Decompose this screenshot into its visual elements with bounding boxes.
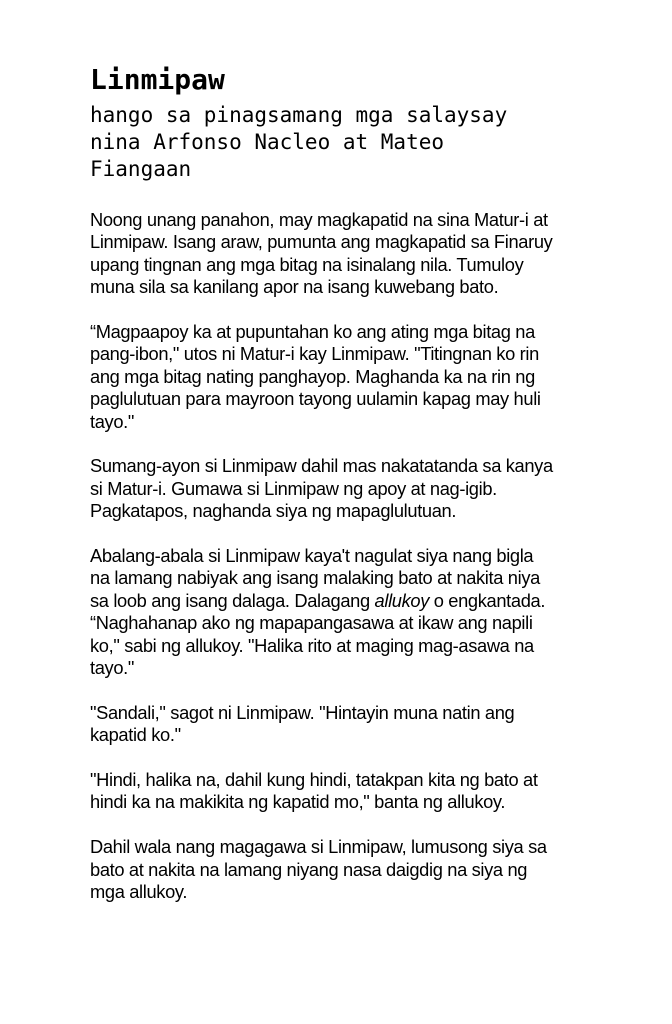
text-line: tayo.": [90, 410, 135, 432]
text-line: Dahil wala nang magagawa si Linmipaw, lumusong siya sa: [90, 836, 547, 858]
text-line: ko," sabi ng allukoy. "Halika rito at maging mag-asawa na: [90, 634, 534, 656]
subtitle-line: Fiangaan: [90, 157, 192, 181]
text-line: o engkantada.: [429, 589, 546, 611]
text-line: ang mga bitag nating panghayop. Maghanda ka na rin ng: [90, 365, 535, 387]
text-line: paglulutuan para mayroon tayong uulamin kapag may huli: [90, 388, 541, 410]
paragraph-4: [90, 545, 630, 679]
text-line: muna sila sa kanilang apor na isang kuwebang bato.: [90, 276, 499, 298]
paragraph-7: [90, 836, 630, 903]
text-line: pang-ibon," utos ni Matur-i kay Linmipaw. "Titingnan ko rin: [90, 343, 539, 365]
text-line: tayo.": [90, 657, 135, 679]
text-line: kapatid ko.": [90, 724, 181, 746]
paragraph-3: [90, 455, 630, 522]
emphasis-term: allukoy: [374, 589, 430, 611]
text-line: si Matur-i. Gumawa si Linmipaw ng apoy at nag-igib.: [90, 477, 497, 499]
paragraph-6: [90, 769, 630, 814]
paragraph-1: [90, 209, 630, 299]
text-line: "Sandali," sagot ni Linmipaw. "Hintayin muna natin ang: [90, 701, 515, 723]
text-line: Sumang-ayon si Linmipaw dahil mas nakatatanda sa kanya: [90, 455, 553, 477]
story-body: [90, 209, 630, 904]
text-line: na lamang nabiyak ang isang malaking bato at nakita niya: [90, 567, 540, 589]
paragraph-2: [90, 321, 630, 433]
text-line: "Hindi, halika na, dahil kung hindi, tatakpan kita ng bato at: [90, 769, 538, 791]
text-line: Pagkatapos, naghanda siya ng mapaglulutuan.: [90, 500, 457, 522]
text-line: Linmipaw. Isang araw, pumunta ang magkapatid sa Finaruy: [90, 231, 553, 253]
text-line: sa loob ang isang dalaga. Dalagang: [90, 589, 375, 611]
text-line: hindi ka na makikita ng kapatid mo," banta ng allukoy.: [90, 791, 506, 813]
text-line: “Naghahanap ako ng mapapangasawa at ikaw ang napili: [90, 612, 533, 634]
story-subtitle: [90, 102, 590, 183]
story-title: Linmipaw: [90, 63, 225, 96]
text-line: Noong unang panahon, may magkapatid na sina Matur-i at: [90, 209, 548, 230]
subtitle-line: nina Arfonso Nacleo at Mateo: [90, 130, 445, 154]
text-line: upang tingnan ang mga bitag na isinalang nila. Tumuloy: [90, 253, 524, 275]
paragraph-5: [90, 702, 630, 747]
story-page: [90, 62, 630, 904]
text-line: mga allukoy.: [90, 881, 188, 903]
subtitle-line: hango sa pinagsamang mga salaysay: [90, 103, 508, 127]
text-line: bato at nakita na lamang niyang nasa daigdig na siya ng: [90, 858, 528, 880]
text-line: Abalang-abala si Linmipaw kaya't nagulat siya nang bigla: [90, 545, 534, 567]
text-line: “Magpaapoy ka at pupuntahan ko ang ating mga bitag na: [90, 321, 535, 343]
